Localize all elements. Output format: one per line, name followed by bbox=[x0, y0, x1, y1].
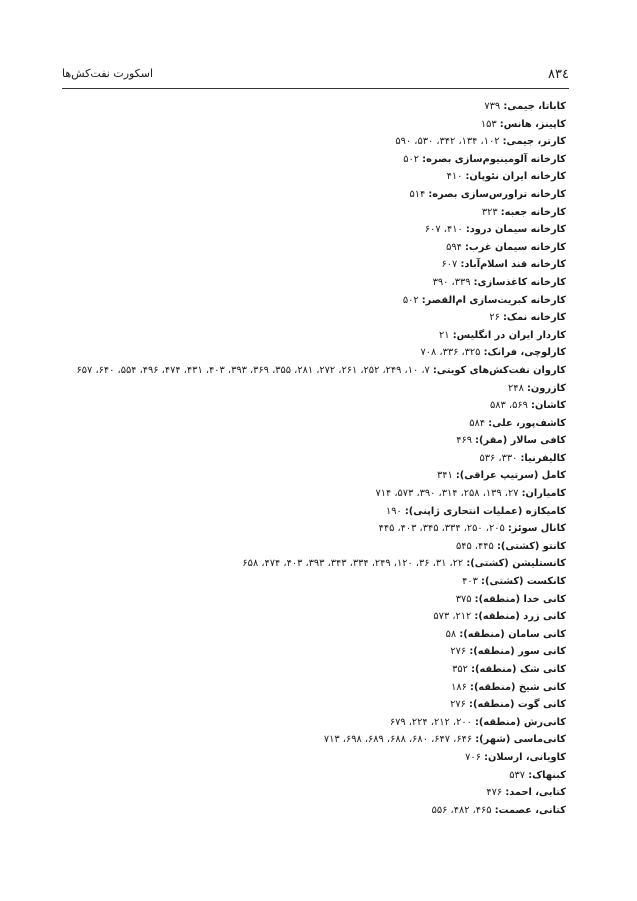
index-term: کارخانه سیمان غرب: bbox=[465, 241, 566, 253]
index-term: کاشف‌پور، علی: bbox=[488, 417, 566, 429]
index-entry bbox=[30, 555, 566, 573]
index-entry bbox=[30, 344, 566, 362]
index-term: کاویانی، ارسلان: bbox=[484, 751, 566, 763]
index-term: کاباتا، جیمی: bbox=[503, 101, 566, 112]
index-term: کارخانه کبریت‌سازی ام‌القصر: bbox=[421, 294, 566, 306]
index-term: کارخانه آلومینیوم‌سازی بصره: bbox=[422, 153, 566, 165]
index-pages: ۳۲۳ bbox=[481, 206, 498, 218]
index-pages: ۵۸۴ bbox=[469, 417, 486, 429]
index-term: کارخانه کاغذسازی: bbox=[473, 276, 566, 288]
index-entry bbox=[30, 538, 566, 556]
index-entry bbox=[30, 784, 566, 802]
index-entry bbox=[30, 714, 566, 732]
index-term: کانی گوت (منطقه): bbox=[469, 699, 566, 711]
page-header bbox=[62, 64, 569, 89]
index-pages: ۵۸ bbox=[445, 628, 457, 640]
index-entry bbox=[30, 661, 566, 679]
index-pages: ۵۶۹، ۵۸۳ bbox=[490, 400, 528, 412]
index-pages: ۵۹۴ bbox=[446, 241, 462, 253]
index-pages: ۲۴۸ bbox=[508, 382, 524, 394]
index-pages: ۵۰۲ bbox=[403, 153, 420, 165]
index-pages: ۳۳۹، ۳۹۰ bbox=[432, 276, 471, 288]
index-entry bbox=[30, 415, 566, 433]
index-term: کارخانه قند اسلام‌آباد: bbox=[460, 259, 566, 271]
index-pages: ۵۱۴ bbox=[409, 188, 426, 200]
index-pages: ۴۱۰، ۶۰۷ bbox=[424, 224, 463, 236]
index-term: کتابی، احمد: bbox=[505, 787, 566, 799]
index-entry bbox=[30, 256, 566, 274]
index-term: کانی شیخ (منطقه): bbox=[470, 681, 566, 693]
index-entry bbox=[30, 767, 566, 785]
index-term: کازرون: bbox=[526, 382, 566, 394]
index-term: کاروان نفت‌کش‌های کویتی: bbox=[432, 364, 566, 376]
index-term: کانی زرد (منطقه): bbox=[474, 611, 566, 623]
index-pages: ۶۰۷ bbox=[441, 259, 458, 271]
index-entry bbox=[30, 327, 566, 345]
index-entry bbox=[30, 309, 566, 327]
index-term: کتانی، عصمت: bbox=[494, 804, 566, 816]
index-entry bbox=[30, 186, 566, 204]
index-entry bbox=[30, 503, 566, 521]
index-term: کارخانه جعبه: bbox=[500, 206, 566, 218]
index-term: کامل (سرتیپ عراقی): bbox=[455, 470, 566, 482]
index-term: کاشان: bbox=[531, 400, 566, 412]
index-pages: ۴۰۳ bbox=[462, 576, 478, 588]
index-entry bbox=[30, 98, 566, 116]
index-entry bbox=[30, 731, 566, 749]
index-term: کارخانه نمک: bbox=[503, 312, 566, 324]
index-pages: ۵۳۷ bbox=[509, 769, 526, 781]
index-term: کبنهاک: bbox=[528, 769, 566, 781]
index-entry bbox=[30, 696, 566, 714]
index-pages: ۲۲، ۳۱، ۳۶، ۱۲۰، ۲۴۹، ۳۳۴، ۳۴۳، ۳۹۳، ۴۰۳، ۴۷۴، ۶۵۸ bbox=[242, 558, 464, 570]
index-pages: ۳۴۱ bbox=[436, 470, 453, 482]
running-title: اسکورت نفت‌کش‌ها bbox=[62, 67, 154, 80]
index-term: کارخانه ایران نئوپان: bbox=[465, 171, 566, 183]
index-term: کارخانه سیمان درود: bbox=[465, 224, 566, 236]
index-entry bbox=[30, 608, 566, 626]
index-entry bbox=[30, 168, 566, 186]
index-pages: ۲۷، ۱۳۹، ۲۵۸، ۳۱۴، ۳۹۰، ۵۷۳، ۷۱۴ bbox=[375, 488, 519, 500]
index-term: کامیکازه (عملیات انتحاری ژاپنی): bbox=[404, 505, 566, 517]
index-term: کانی خدا (منطقه): bbox=[474, 593, 566, 605]
index-entry bbox=[30, 467, 566, 485]
index-pages: ۲۷۶ bbox=[450, 699, 466, 711]
index-pages: ۷۳۹ bbox=[484, 101, 501, 112]
index-pages: ۲۷۶ bbox=[450, 646, 467, 658]
index-entry bbox=[30, 573, 566, 591]
index-term: کانی شک (منطقه): bbox=[471, 664, 566, 675]
index-pages: ۵۰۲ bbox=[402, 294, 419, 306]
index-term: کانستلیشن (کشتی): bbox=[466, 558, 566, 570]
index-term: کانال سوئز: bbox=[507, 523, 566, 535]
index-term: کامیاران: bbox=[521, 488, 566, 500]
index-pages: ۴۷۶ bbox=[486, 787, 503, 799]
index-term: کانی‌ماسی (شهر): bbox=[475, 734, 566, 746]
index-entry bbox=[30, 626, 566, 644]
index-pages: ۳۷۵ bbox=[455, 593, 472, 605]
index-entry bbox=[30, 151, 566, 169]
page-number: ۸۳٤ bbox=[548, 67, 569, 82]
index-term: کانی سامان (منطقه): bbox=[459, 628, 566, 640]
index-entry bbox=[30, 749, 566, 767]
index-term: کاپینز، هانس: bbox=[499, 118, 566, 130]
index-term: کانی سور (منطقه): bbox=[469, 646, 566, 658]
index-pages: ۲۰۰، ۲۱۲، ۲۲۴، ۶۷۹ bbox=[389, 716, 472, 728]
index-pages: ۳۳۰، ۵۳۶ bbox=[479, 452, 518, 464]
index-entry bbox=[30, 221, 566, 239]
index-entry bbox=[30, 432, 566, 450]
index-pages: ۲۱۲، ۵۷۳ bbox=[433, 611, 472, 623]
index-entry bbox=[30, 802, 566, 820]
index-pages: ۴۱۰ bbox=[446, 171, 463, 183]
index-term: کاردار ایران در انگلیس: bbox=[452, 329, 566, 341]
index-entry bbox=[30, 679, 566, 697]
index-pages: ۲۰۵، ۲۵۰، ۳۳۴، ۳۴۵، ۴۰۳، ۴۴۵ bbox=[378, 523, 505, 535]
index-term: کانکست (کشتی): bbox=[481, 576, 566, 588]
index-pages: ۴۶۹ bbox=[456, 435, 473, 447]
index-entry bbox=[30, 643, 566, 661]
index-term: کارلوچی، فرانک: bbox=[483, 347, 566, 359]
index-entry bbox=[30, 485, 566, 503]
index-pages: ۳۲۵، ۳۳۶، ۷۰۸ bbox=[420, 347, 481, 359]
index-entry bbox=[30, 380, 566, 398]
index-entry bbox=[30, 292, 566, 310]
index-entry bbox=[30, 362, 566, 380]
index-entry bbox=[30, 133, 566, 151]
index-pages: ۷۰۶ bbox=[465, 751, 481, 763]
index-term: کانتو (کشتی): bbox=[496, 540, 566, 552]
index-pages: ۱۵۳ bbox=[480, 118, 497, 130]
index-term: کارتر، جیمی: bbox=[502, 136, 566, 148]
index-term: کافی سالار (مقر): bbox=[475, 435, 566, 447]
index-list bbox=[30, 98, 566, 819]
index-pages: ۱۸۶ bbox=[451, 681, 467, 693]
index-entry bbox=[30, 591, 566, 609]
index-pages: ۳۵۲ bbox=[452, 664, 468, 675]
index-pages: ۲۶ bbox=[489, 312, 500, 324]
index-entry bbox=[30, 274, 566, 292]
index-entry bbox=[30, 116, 566, 134]
index-entry bbox=[30, 397, 566, 415]
index-pages: ۴۴۵، ۵۴۵ bbox=[455, 540, 494, 552]
index-pages: ۶۴۶، ۶۴۷، ۶۸۰، ۶۸۸، ۶۸۹، ۶۹۸، ۷۱۳ bbox=[323, 734, 473, 746]
index-pages: ۷، ۱۰، ۲۴۹، ۲۵۲، ۲۶۱، ۲۷۲، ۲۸۱، ۳۵۵، ۳۶۹، ۳۹۳، ۴۰۳، ۴۳۱، ۴۷۴، ۴۹۶، ۵۵۴، ۶۴۰، ۶۵۷ bbox=[76, 364, 430, 376]
index-entry bbox=[30, 450, 566, 468]
index-entry bbox=[30, 204, 566, 222]
index-pages: ۱۰۲، ۱۳۴، ۳۴۲، ۵۳۰، ۵۹۰ bbox=[395, 136, 500, 148]
index-entry bbox=[30, 520, 566, 538]
index-entry bbox=[30, 239, 566, 257]
index-pages: ۴۶۵، ۴۸۲، ۵۵۶ bbox=[431, 804, 492, 816]
index-pages: ۱۹۰ bbox=[385, 505, 402, 517]
index-pages: ۲۱ bbox=[439, 329, 450, 341]
index-term: کالیفرنیا: bbox=[520, 452, 566, 464]
index-term: کارخانه تراورس‌سازی بصره: bbox=[428, 188, 566, 200]
index-term: کانی‌رش (منطقه): bbox=[474, 716, 566, 728]
